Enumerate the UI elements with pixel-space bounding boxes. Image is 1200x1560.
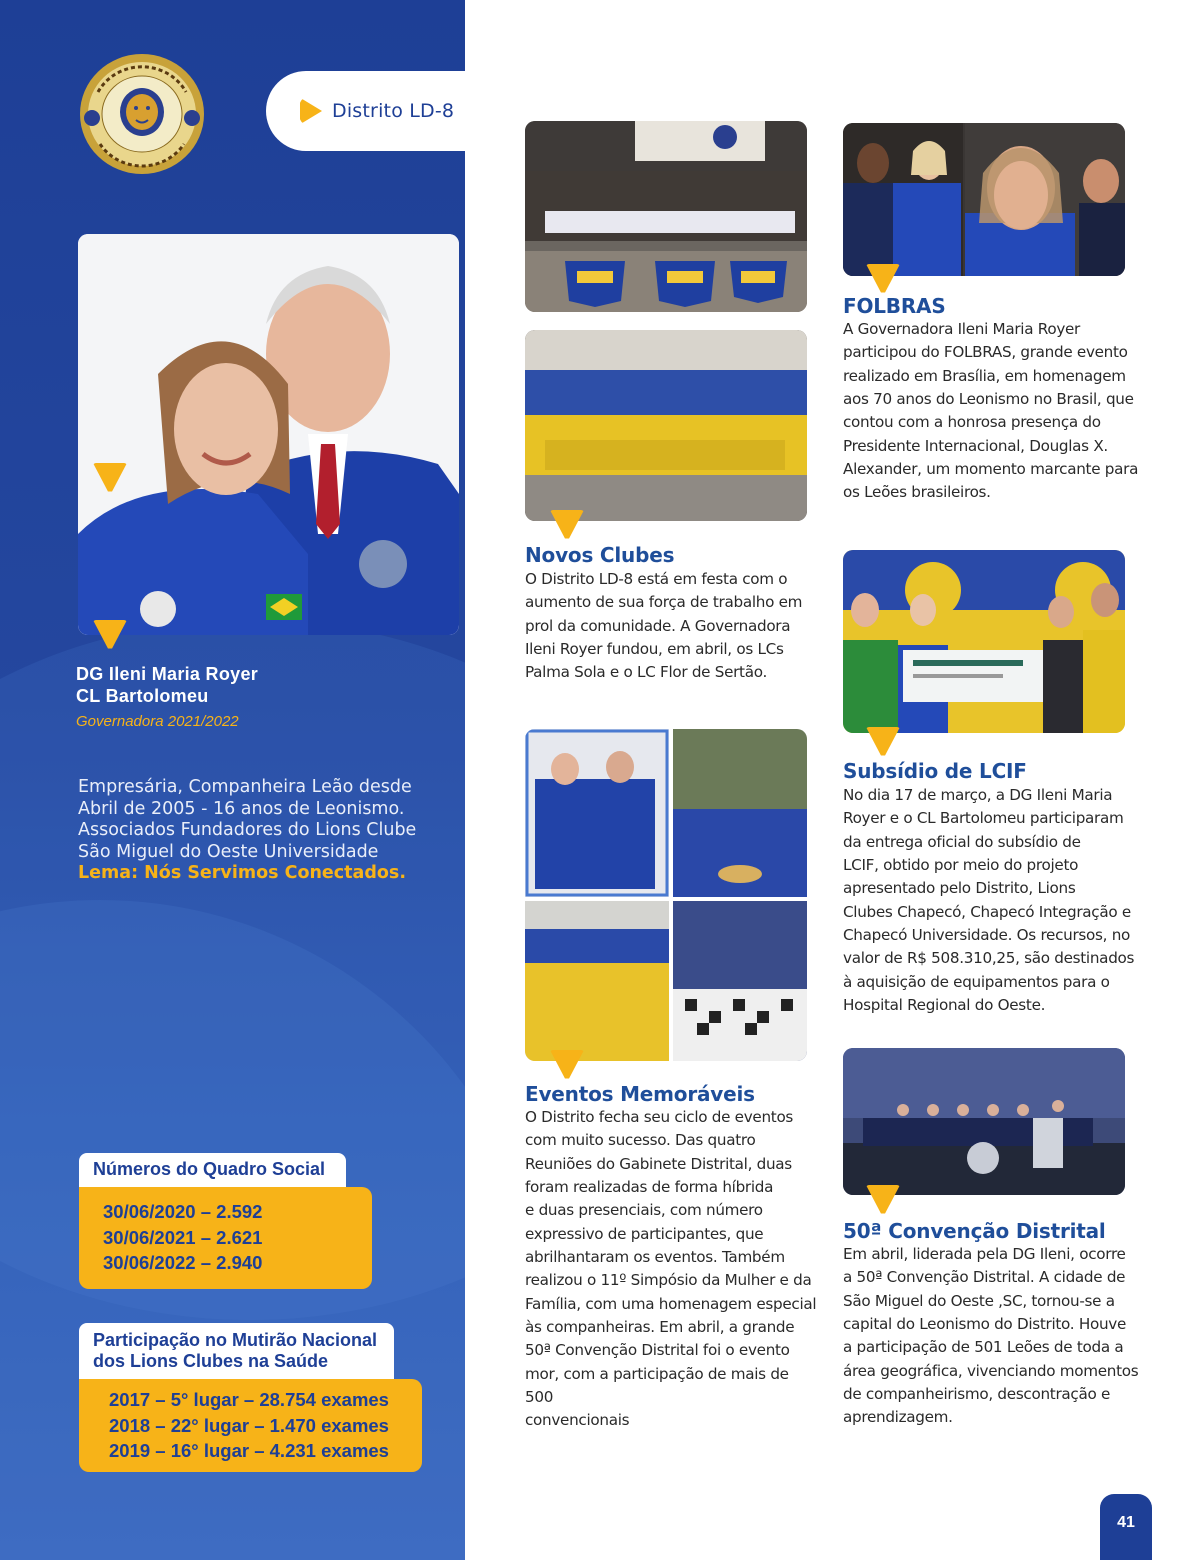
photo-club-ceremony [525, 121, 807, 312]
governor-name-block [76, 663, 258, 730]
mutirao-title-line: dos Lions Clubes na Saúde [93, 1351, 329, 1371]
governor-name: DG Ileni Maria Royer [76, 664, 259, 684]
text-line: abrilhantaram os eventos. Também [525, 1248, 785, 1267]
text-line: Reuniões do Gabinete Distrital, duas [525, 1154, 792, 1173]
governor-bio [78, 777, 458, 885]
text-line: participou do FOLBRAS, grande evento [843, 343, 1128, 362]
text-line: à aquisição de equipamentos para o [843, 972, 1110, 991]
mutirao-title-line: Participação no Mutirão Nacional [93, 1330, 378, 1350]
yellow-pointer-icon [866, 1185, 900, 1215]
membership-row: 30/06/2020 – 2.592 [103, 1201, 263, 1222]
text-line: aos 70 anos do Leonismo no Brasil, que [843, 390, 1134, 409]
district-seal-logo [78, 52, 206, 176]
text-line: Hospital Regional do Oeste. [843, 996, 1046, 1015]
text-line: a 50ª Convenção Distrital. A cidade de [843, 1268, 1126, 1287]
text-line: contou com a honrosa presença do [843, 413, 1101, 432]
bio-line: Associados Fundadores do Lions Clube [78, 820, 417, 840]
governor-portrait-photo [78, 234, 459, 635]
text-line: mor, com a participação de mais de 500 [525, 1364, 789, 1407]
text-line: valor de R$ 508.310,25, são destinados [843, 949, 1135, 968]
text-line: Família, com uma homenagem especial [525, 1294, 817, 1313]
section-text-novos-clubes [525, 568, 815, 685]
text-line: Ileni Royer fundou, em abril, os LCs [525, 640, 784, 659]
page-number-tab [1100, 1494, 1152, 1560]
play-arrow-icon [300, 99, 322, 123]
photo-folbras [843, 123, 1125, 276]
district-header-pill [266, 71, 486, 151]
section-title-novos-clubes: Novos Clubes [525, 543, 675, 567]
section-title-eventos: Eventos Memoráveis [525, 1082, 755, 1106]
text-line: área geográfica, vivenciando momentos [843, 1361, 1139, 1380]
governor-role: Governadora 2021/2022 [76, 713, 239, 730]
page-number: 41 [1117, 1514, 1135, 1531]
motto: Lema: Nós Servimos Conectados. [78, 863, 406, 883]
text-line: a participação de 501 Leões de toda a [843, 1338, 1124, 1357]
photo-new-clubs-group [525, 330, 807, 521]
text-line: prol da comunidade. A Governadora [525, 616, 791, 635]
text-line: 50ª Convenção Distrital foi o evento [525, 1341, 790, 1360]
text-line: Clubes Chapecó, Chapecó Integração e [843, 902, 1131, 921]
text-line: convencionais [525, 1411, 630, 1430]
text-line: O Distrito LD-8 está em festa com o [525, 570, 788, 588]
mutirao-row: 2018 – 22° lugar – 1.470 exames [109, 1414, 389, 1436]
text-line: aprendizagem. [843, 1408, 953, 1427]
text-line: os Leões brasileiros. [843, 483, 991, 502]
text-line: aumento de sua força de trabalho em [525, 593, 803, 612]
panel-edge [465, 0, 477, 1560]
membership-row: 30/06/2022 – 2.940 [103, 1252, 263, 1273]
photo-events-collage [525, 729, 807, 1061]
text-line: LCIF, obtido por meio do projeto [843, 856, 1079, 875]
text-line: da entrega oficial do subsídio de [843, 832, 1081, 851]
section-title-convencao: 50ª Convenção Distrital [843, 1219, 1106, 1243]
text-line: Alexander, um momento marcante para [843, 460, 1139, 479]
mutirao-title [79, 1323, 394, 1381]
text-line: Palma Sola e o LC Flor de Sertão. [525, 663, 767, 682]
text-line: Chapecó Universidade. Os recursos, no [843, 926, 1131, 945]
yellow-pointer-icon [550, 1050, 584, 1080]
text-line: às companheiras. Em abril, a grande [525, 1318, 795, 1337]
bio-line: São Miguel do Oeste Universidade [78, 841, 379, 862]
text-line: Em abril, liderada pela DG Ileni, ocorre [843, 1245, 1126, 1263]
membership-title-text: Números do Quadro Social [93, 1159, 326, 1179]
text-line: capital do Leonismo do Distrito. Houve [843, 1315, 1126, 1334]
section-title-folbras: FOLBRAS [843, 294, 946, 318]
text-line: com muito sucesso. Das quatro [525, 1131, 756, 1150]
district-label: Distrito LD-8 [332, 100, 455, 122]
text-line: São Miguel do Oeste ,SC, tornou-se a [843, 1291, 1115, 1310]
mutirao-row: 2017 – 5° lugar – 28.754 exames [109, 1389, 389, 1410]
text-line: apresentado pelo Distrito, Lions [843, 879, 1076, 898]
section-title-lcif: Subsídio de LCIF [843, 759, 1027, 783]
bio-line: Empresária, Companheira Leão desde [78, 777, 412, 797]
bio-line: Abril de 2005 - 16 anos de Leonismo. [78, 798, 405, 819]
text-line: No dia 17 de março, a DG Ileni Maria [843, 786, 1113, 804]
membership-row: 30/06/2021 – 2.621 [103, 1226, 263, 1248]
partner-name: CL Bartolomeu [76, 686, 209, 706]
text-line: de companheirismo, descontração e [843, 1385, 1111, 1404]
mutirao-stats-box [79, 1379, 422, 1472]
yellow-pointer-icon [866, 264, 900, 294]
photo-lcif-check [843, 550, 1125, 733]
yellow-pointer-icon [866, 727, 900, 757]
text-line: realizado em Brasília, em homenagem [843, 366, 1126, 385]
text-line: expressivo de participantes, que [525, 1224, 764, 1243]
text-line: foram realizadas de forma híbrida [525, 1178, 774, 1197]
text-line: realizou o 11º Simpósio da Mulher e da [525, 1271, 812, 1290]
text-line: e duas presenciais, com número [525, 1201, 763, 1220]
yellow-pointer-icon [550, 510, 584, 540]
mutirao-row: 2019 – 16° lugar – 4.231 exames [109, 1440, 389, 1461]
photo-convention-stage [843, 1048, 1125, 1195]
membership-stats-box [79, 1187, 372, 1289]
section-text-convencao [843, 1243, 1143, 1430]
membership-title [79, 1153, 346, 1189]
section-text-eventos [525, 1106, 820, 1433]
text-line: A Governadora Ileni Maria Royer [843, 320, 1080, 338]
section-text-folbras [843, 318, 1143, 505]
section-text-lcif [843, 784, 1143, 1017]
text-line: O Distrito fecha seu ciclo de eventos [525, 1108, 794, 1126]
text-line: Presidente Internacional, Douglas X. [843, 436, 1108, 455]
text-line: Royer e o CL Bartolomeu participaram [843, 809, 1124, 828]
